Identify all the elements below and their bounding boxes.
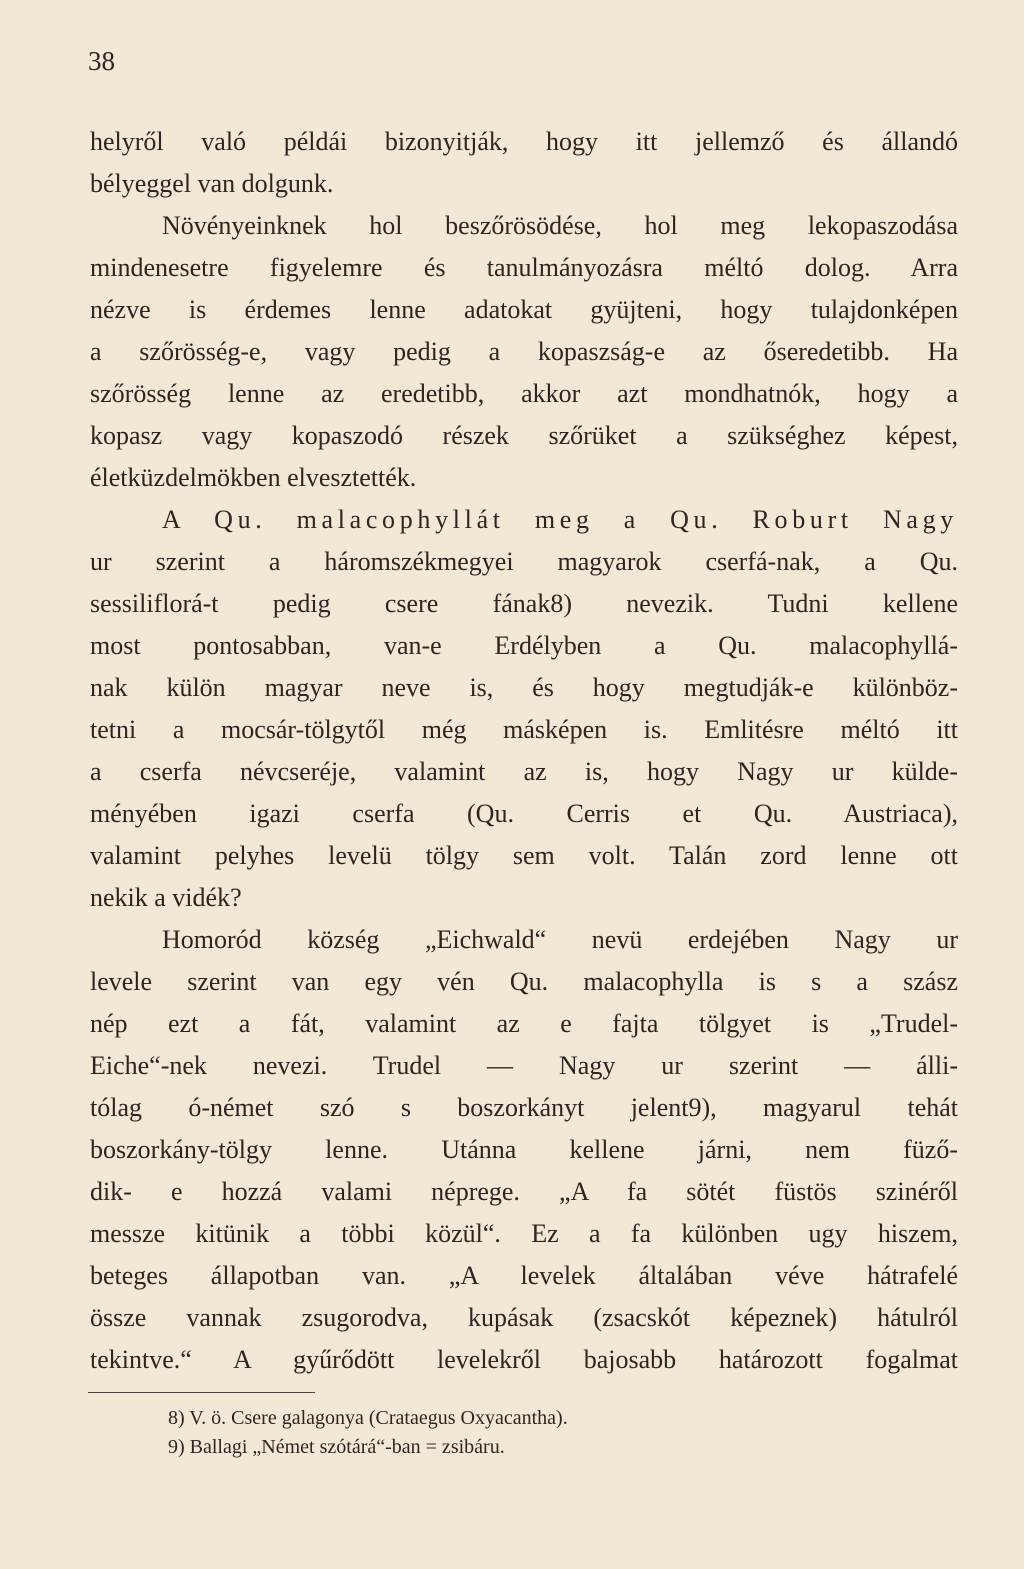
footnotes (168, 1404, 818, 1462)
text-line: most pontosabban, van-e Erdélyben a Qu. malacophyllá- (90, 631, 958, 660)
text-line: tólag ó-német szó s boszorkányt jelent9), magyarul tehát (90, 1093, 958, 1122)
text-line: mindenesetre figyelemre és tanulmányozásra méltó dolog. Arra (90, 253, 958, 282)
text-line: tekintve.“ A gyűrődött levelekről bajosabb határozott fogalmat (90, 1345, 958, 1374)
text-line: ur szerint a háromszékmegyei magyarok cserfá-nak, a Qu. (90, 547, 958, 576)
text-line: életküzdelmökben elvesztették. (90, 463, 417, 492)
text-line: a cserfa névcseréje, valamint az is, hogy Nagy ur külde- (90, 757, 958, 786)
text-line: a szőrösség-e, vagy pedig a kopaszság-e az őseredetibb. Ha (90, 337, 958, 366)
text-line: dik- e hozzá valami néprege. „A fa sötét füstös szinéről (90, 1177, 958, 1206)
text-line: levele szerint van egy vén Qu. malacophylla is s a szász (90, 967, 958, 996)
footnote-9: 9) Ballagi „Német szótárá“-ban = zsibáru. (168, 1436, 505, 1458)
text-line: kopasz vagy kopaszodó részek szőrüket a szükséghez képest, (90, 421, 958, 450)
text-line: tetni a mocsár-tölgytől még másképen is. Emlitésre méltó itt (90, 715, 958, 744)
text-line: messze kitünik a többi közül“. Ez a fa különben ugy hiszem, (90, 1219, 958, 1248)
text-line: beteges állapotban van. „A levelek általában véve hátrafelé (90, 1261, 958, 1290)
text-line: Növényeinknek hol beszőrösödése, hol meg lekopaszodása (162, 211, 958, 240)
text-line: szőrösség lenne az eredetibb, akkor azt mondhatnók, hogy a (90, 379, 958, 408)
footnote-divider (88, 1392, 315, 1393)
text-line: nép ezt a fát, valamint az e fajta tölgyet is „Trudel- (90, 1009, 958, 1038)
text-line: Eiche“-nek nevezi. Trudel — Nagy ur szerint — álli- (90, 1051, 958, 1080)
text-line: nekik a vidék? (90, 883, 242, 912)
text-line: boszorkány-tölgy lenne. Utánna kellene járni, nem füző- (90, 1135, 958, 1164)
text-line: sessiliflorá-t pedig csere fának8) nevezik. Tudni kellene (90, 589, 958, 618)
page-number: 38 (88, 46, 115, 76)
text-line: valamint pelyhes levelü tölgy sem volt. Talán zord lenne ott (90, 841, 958, 870)
text-line: nézve is érdemes lenne adatokat gyüjteni, hogy tulajdonképen (90, 295, 958, 324)
text-line: Homoród község „Eichwald“ nevü erdejében Nagy ur (162, 925, 958, 954)
text-line: össze vannak zsugorodva, kupásak (zsacskót képeznek) hátulról (90, 1303, 958, 1332)
text-line: nak külön magyar neve is, és hogy megtudják-e különböz- (90, 673, 958, 702)
text-line: A Qu. malacophyllát meg a Qu. Roburt Nagy (162, 505, 958, 534)
text-line: helyről való példái bizonyitják, hogy itt jellemző és állandó (90, 127, 958, 156)
text-line: bélyeggel van dolgunk. (90, 169, 334, 198)
text-line: ményében igazi cserfa (Qu. Cerris et Qu. Austriaca), (90, 799, 958, 828)
footnote-8: 8) V. ö. Csere galagonya (Crataegus Oxyacantha). (168, 1407, 568, 1429)
main-text (90, 121, 958, 1381)
